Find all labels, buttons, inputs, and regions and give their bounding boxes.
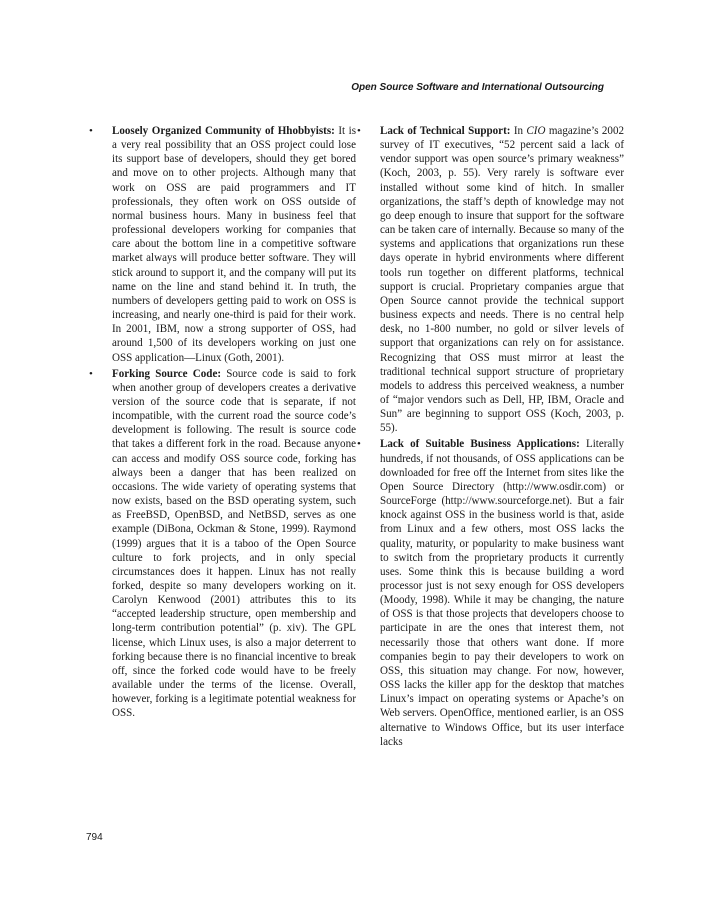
bullet-body: Source code is said to fork when another group of developers creates a derivative version of the source code that is separate, if not incompatible, with the current road the source code’s development is following. The result is source code that takes a different fork in the road. Because anyone can access and modify OSS source code, forking has always been a danger that has been realized on occasions. The wide variety of operating systems that now exists, based on the BSD operating system, such as FreeBSD, OpenBSD, and NetBSD, serves as one example (DiBona, Ockman & Stone, 1999). Raymond (1999) argues that it is a taboo of the Open Source culture to fork projects, and in only special circumstances does it happen. Linux has not really forked, despite so many developers working on it. Carolyn Kenwood (2001) attributes this to its “accepted leadership structure, open membership and long-term contribution potential” (p. xiv). The GPL license, which Linux uses, is also a major deterrent to forking because there is no financial incentive to break off, since the forked code would have to be freely available under the terms of the license. Overall, however, forking is a legitimate potential weakness for OSS. xyxy=(112,367,356,720)
bullet-body: magazine’s 2002 survey of IT executives, “52 percent said a lack of vendor support was open source’s primary weakness” (Koch, 2003, p. 55). Very rarely is software ever installed without some kind of hitch. In smaller organizations, the staff’s depth of knowledge may not go deep enough to insure that support for the software can be taken care of internally. Because so many of the systems and applications that organizations run these days operate in hybrid environments where different tools run together on different platforms, technical support is crucial. Proprietary companies argue that Open Source cannot provide the technical support business expects and needs. There is no central help desk, no 1-800 number, no gold or silver levels of support that organizations can rely on for assistance. Recognizing that OSS must mirror at least the traditional technical support structure of proprietary models to address this perceived weakness, a number of “major vendors such as Dell, HP, IBM, Oracle and Sun” are beginning to support OSS (Koch, 2003, p. 55). xyxy=(380,125,624,435)
running-header: Open Source Software and International Outsourcing xyxy=(351,82,604,93)
bullet-point: • xyxy=(357,438,361,451)
bullet-point: • xyxy=(89,125,93,137)
bullet-heading: Lack of Suitable Business Applications: xyxy=(380,438,580,451)
bullet-body: Literally hundreds, if not thousands, of OSS applications can be downloaded for free off the Internet from sites like the Open Source Directory (http://www.osdir.com) or SourceForge (http://www.sourceforge.net). But a fair knock against OSS in the business world is that, aside from Linux and a few others, most OSS lacks the quality, maturity, or popularity to make business want to switch from the proprietary products it currently uses. Some think this is because building a word processor just is not sexy enough for OSS developers (Moody, 1998). While it may be changing, the nature of OSS is that those projects that developers choose to participate in are the ones that interest them, not necessarily those that others want done. If more companies begin to pay their developers to work on OSS, this situation may change. For now, however, OSS lacks the killer app for the desktop that matches Linux’s impact on operating systems or Apache’s on Web servers. OpenOffice, mentioned earlier, is an OSS alternative to Windows Office, but its user interface lacks xyxy=(380,438,624,748)
bullet-item-forking-source-code xyxy=(89,367,356,721)
bullet-item-lack-of-business-applications xyxy=(357,437,624,748)
bullet-heading: Loosely Organized Community of Hhobbyists: xyxy=(112,125,335,137)
bullet-heading: Lack of Technical Support: xyxy=(380,125,511,137)
bullet-point: • xyxy=(89,367,93,380)
bullet-item-lack-of-technical-support xyxy=(357,124,624,435)
bullet-item-loosely-organized-community xyxy=(89,124,356,365)
bullet-body: It is a very real possibility that an OSS project could lose its support base of developers, should they get bored and move on to other projects. Although many that work on OSS are paid programmers and IT professionals, they often work on OSS outside of normal business hours. Many in business feel that professional developers working for companies that care about the bottom line in a competitive software market always will produce better software. They will stick around to support it, and the company will put its name on the line and stand behind it. In truth, the numbers of developers getting paid to work on OSS is increasing, and nearly one-third is paid for their work. In 2001, IBM, now a strong supporter of OSS, had around 1,500 of its developers working on just one OSS application—Linux (Goth, 2001). xyxy=(112,125,356,364)
right-column xyxy=(357,124,624,751)
left-column xyxy=(89,124,356,723)
bullet-point: • xyxy=(357,125,361,137)
magazine-title: CIO xyxy=(526,125,546,137)
bullet-body-intro: In xyxy=(510,125,527,137)
page-number: 794 xyxy=(86,832,103,843)
bullet-heading: Forking Source Code: xyxy=(112,367,222,380)
